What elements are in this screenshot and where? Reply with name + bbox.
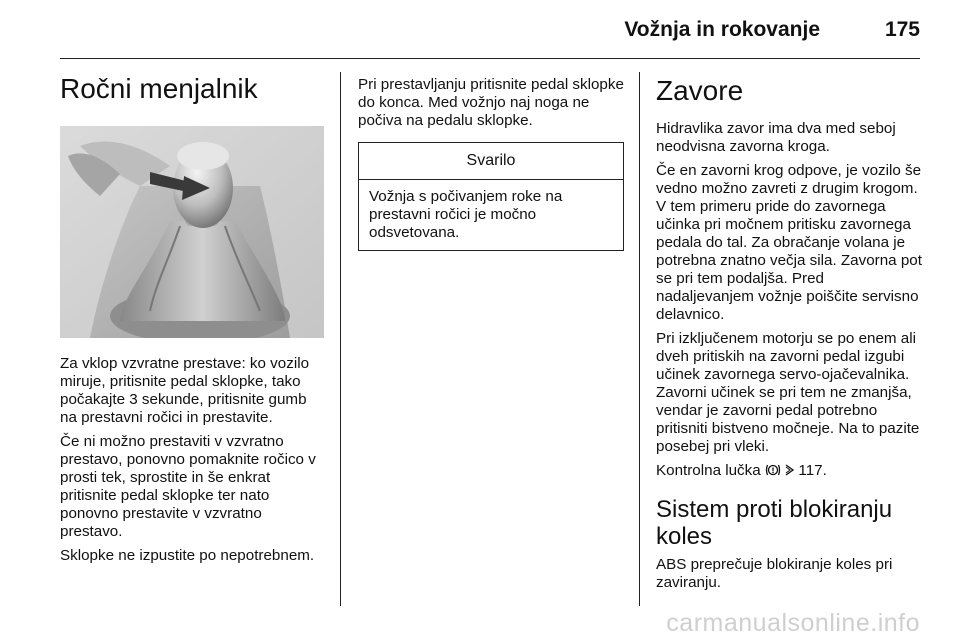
watermark: carmanualsonline.info bbox=[666, 609, 920, 637]
warning-box bbox=[358, 142, 624, 251]
column-manual-transmission bbox=[60, 70, 326, 571]
paragraph: ABS preprečuje blokiranje koles pri zaviranju. bbox=[656, 556, 893, 591]
warning-title: Svarilo bbox=[359, 143, 623, 180]
header-divider bbox=[60, 58, 920, 59]
column-brakes bbox=[656, 72, 924, 598]
paragraph: Pri prestavljanju pritisnite pedal sklopke do konca. Med vožnjo naj noga ne počiva na pedalu sklopke. bbox=[358, 76, 624, 129]
indicator-label: Kontrolna lučka bbox=[656, 462, 761, 479]
paragraph: Če en zavorni krog odpove, je vozilo še vedno možno zavreti z drugim krogom. V tem primeru pride do zavornega učinka pri močnem pritisku zavornega pedala do tal. Za obračanje volana je potrebna znatno večja sila. Zavorna pot se pri tem podaljša. Pred nadaljevanjem vožnje poiščite servisno delavnico. bbox=[656, 162, 922, 323]
column-divider bbox=[340, 72, 341, 606]
page-reference-arrow-icon bbox=[785, 464, 794, 476]
heading-brakes: Zavore bbox=[656, 75, 744, 106]
paragraph: Pri izključenem motorju se po enem ali dveh pritiskih na zavorni pedal izgubi učinek zavornega servo-ojačevalnika. Zavorni učinek se pri tem ne zmanjša, vendar je zavorni pedal potrebno pritisniti bistveno močneje. Na to pazite posebej pri vleki. bbox=[656, 330, 920, 455]
paragraph: Sklopke ne izpustite po nepotrebnem. bbox=[60, 547, 315, 564]
column-divider bbox=[639, 72, 640, 606]
paragraph: Za vklop vzvratne prestave: ko vozilo miruje, pritisnite pedal sklopke, tako počakajte 3 sekunde, pritisnite gumb na prestavni ročici in prestavite. bbox=[60, 355, 310, 426]
section-title: Vožnja in rokovanje bbox=[624, 18, 820, 41]
paragraph: Hidravlika zavor ima dva med seboj neodvisna zavorna kroga. bbox=[656, 120, 896, 155]
indicator-reference bbox=[656, 462, 924, 480]
gear-shifter-photo bbox=[60, 126, 324, 338]
page-number: 175 bbox=[884, 18, 920, 41]
heading-manual-transmission: Ročni menjalnik bbox=[60, 73, 258, 104]
page-ref[interactable]: 117. bbox=[798, 462, 827, 479]
brake-warning-icon bbox=[765, 463, 781, 477]
paragraph: Če ni možno prestaviti v vzvratno prestavo, ponovno pomaknite ročico v prosti tek, sprostite in še enkrat pritisnite pedal sklopke ter nato ponovno prestavite v vzvratno prestavo. bbox=[60, 433, 316, 540]
heading-abs: Sistem proti blokiranju koles bbox=[656, 496, 893, 550]
column-clutch-notes bbox=[358, 76, 624, 251]
warning-text: Vožnja s počivanjem roke na prestavni ročici je močno odsvetovana. bbox=[369, 188, 563, 241]
